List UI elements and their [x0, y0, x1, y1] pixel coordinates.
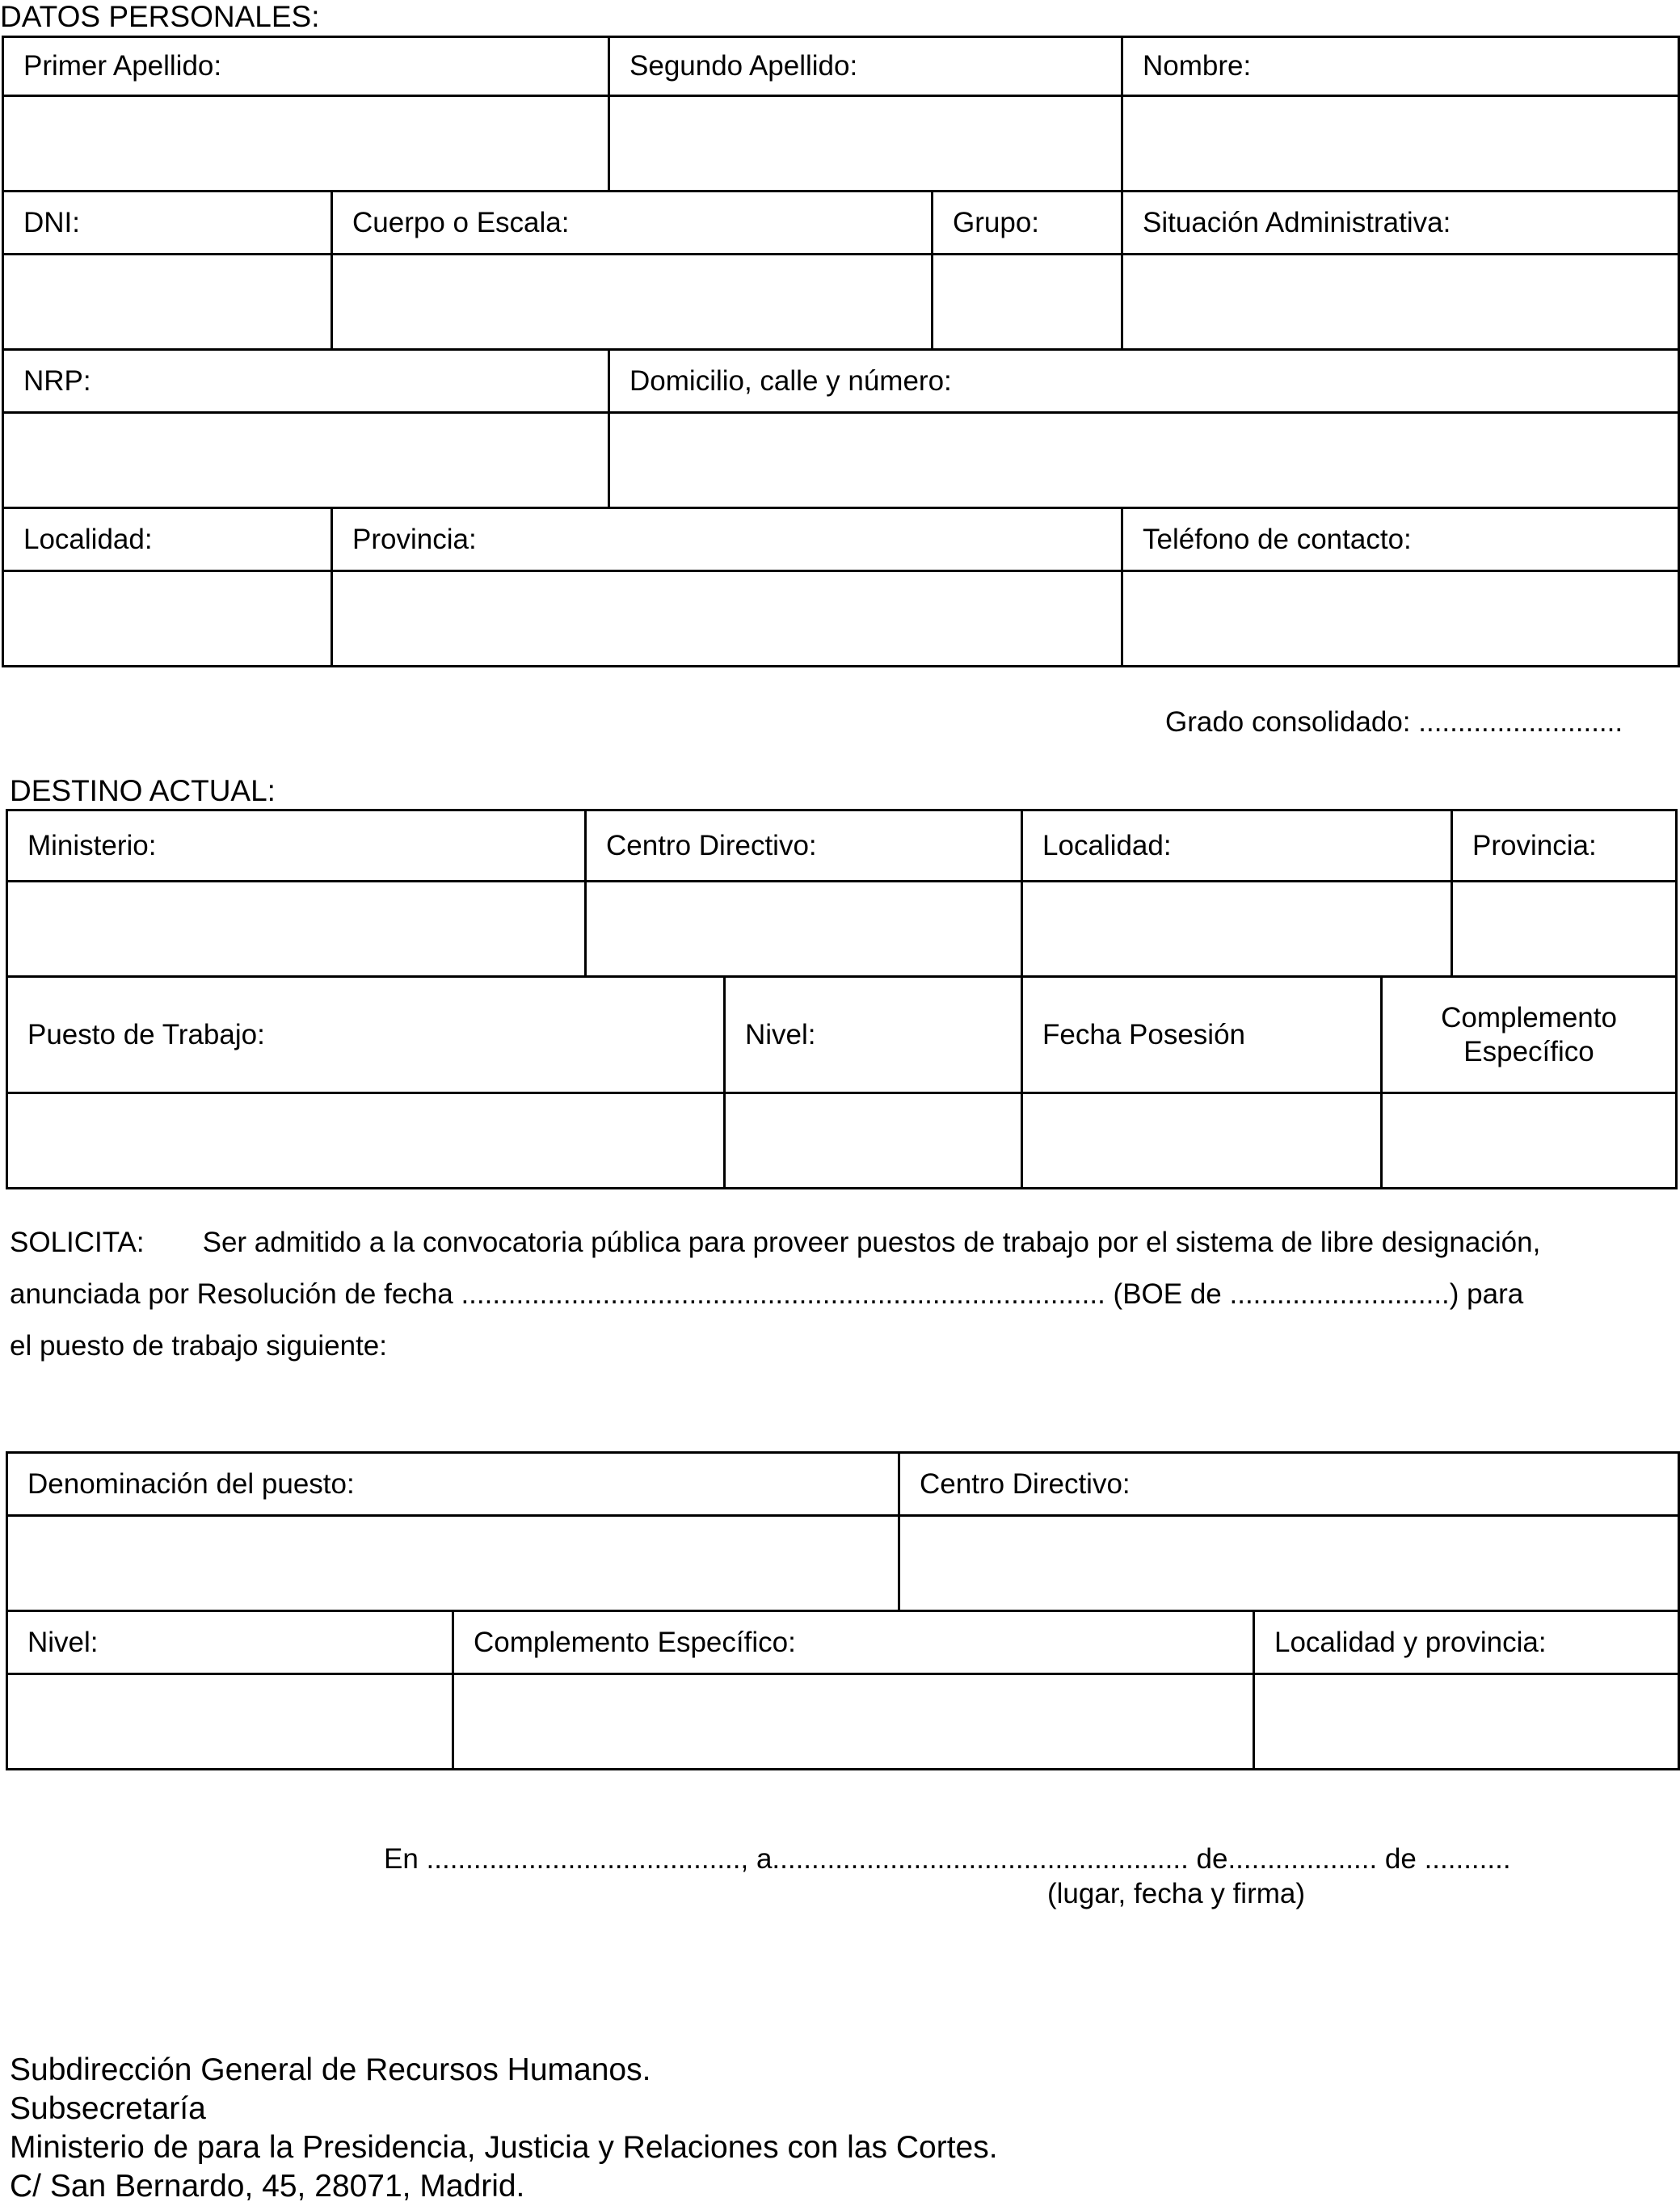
localidad-label: Localidad: — [3, 508, 332, 571]
centro-directivo-field[interactable] — [899, 1516, 1679, 1611]
situacion-administrativa-field[interactable] — [1122, 255, 1679, 350]
address-line-4: C/ San Bernardo, 45, 28071, Madrid. — [10, 2169, 525, 2204]
address-line-3: Ministerio de para la Presidencia, Justicia y Relaciones con las Cortes. — [10, 2130, 998, 2165]
complemento-especifico-field[interactable] — [453, 1674, 1254, 1770]
cuerpo-escala-label: Cuerpo o Escala: — [332, 192, 933, 255]
domicilio-label: Domicilio, calle y número: — [609, 350, 1679, 413]
firma-caption: (lugar, fecha y firma) — [1047, 1878, 1305, 1909]
datos-personales-table — [2, 36, 1680, 667]
address-block — [10, 2051, 998, 2206]
centro-directivo-label: Centro Directivo: — [899, 1453, 1679, 1516]
datos-personales-title: DATOS PERSONALES: — [0, 0, 320, 33]
localidad-provincia-label: Localidad y provincia: — [1254, 1611, 1679, 1674]
nrp-field[interactable] — [3, 413, 609, 508]
complemento-especifico-label: Complemento Específico: — [453, 1611, 1254, 1674]
domicilio-field[interactable] — [609, 413, 1679, 508]
address-line-2: Subsecretaría — [10, 2091, 206, 2126]
grupo-field[interactable] — [933, 255, 1122, 350]
solicita-paragraph — [10, 1217, 1658, 1372]
grado-consolidado: Grado consolidado: .......................... — [1165, 706, 1623, 738]
ministerio-label: Ministerio: — [7, 810, 586, 882]
destino-actual-title: DESTINO ACTUAL: — [10, 774, 276, 807]
provincia-label: Provincia: — [1452, 810, 1677, 882]
centro-directivo-field[interactable] — [586, 882, 1022, 977]
solicita-text-2: anunciada por Resolución de fecha .................................................................................. (BOE de ............................) para — [10, 1278, 1524, 1310]
nombre-label: Nombre: — [1122, 37, 1679, 96]
puesto-solicitado-table — [6, 1451, 1680, 1770]
complemento-especifico-field[interactable] — [1382, 1093, 1677, 1189]
cuerpo-escala-field[interactable] — [332, 255, 933, 350]
localidad-field[interactable] — [3, 571, 332, 667]
telefono-label: Teléfono de contacto: — [1122, 508, 1679, 571]
segundo-apellido-label: Segundo Apellido: — [609, 37, 1122, 96]
denominacion-puesto-label: Denominación del puesto: — [7, 1453, 899, 1516]
localidad-provincia-field[interactable] — [1254, 1674, 1679, 1770]
primer-apellido-label: Primer Apellido: — [3, 37, 609, 96]
complemento-especifico-label: Complemento Específico — [1382, 977, 1677, 1093]
nivel-field[interactable] — [725, 1093, 1022, 1189]
address-line-1: Subdirección General de Recursos Humanos. — [10, 2052, 651, 2087]
solicita-text-1: Ser admitido a la convocatoria pública para proveer puestos de trabajo por el sistema de libre designación, — [202, 1227, 1541, 1258]
firma-line: En ........................................, a..................................................... de................... de ........... — [384, 1843, 1511, 1875]
fecha-posesion-label: Fecha Posesión — [1022, 977, 1382, 1093]
localidad-field[interactable] — [1022, 882, 1452, 977]
dni-field[interactable] — [3, 255, 332, 350]
fecha-posesion-field[interactable] — [1022, 1093, 1382, 1189]
telefono-field[interactable] — [1122, 571, 1679, 667]
centro-directivo-label: Centro Directivo: — [586, 810, 1022, 882]
dni-label: DNI: — [3, 192, 332, 255]
situacion-administrativa-label: Situación Administrativa: — [1122, 192, 1679, 255]
nrp-label: NRP: — [3, 350, 609, 413]
primer-apellido-field[interactable] — [3, 96, 609, 192]
nivel-label: Nivel: — [7, 1611, 453, 1674]
provincia-label: Provincia: — [332, 508, 1122, 571]
localidad-label: Localidad: — [1022, 810, 1452, 882]
provincia-field[interactable] — [332, 571, 1122, 667]
nivel-field[interactable] — [7, 1674, 453, 1770]
solicita-label: SOLICITA: — [10, 1227, 145, 1258]
puesto-trabajo-label: Puesto de Trabajo: — [7, 977, 725, 1093]
destino-actual-table — [6, 809, 1678, 1189]
solicita-text-3: el puesto de trabajo siguiente: — [10, 1330, 387, 1362]
nivel-label: Nivel: — [725, 977, 1022, 1093]
puesto-trabajo-field[interactable] — [7, 1093, 725, 1189]
provincia-field[interactable] — [1452, 882, 1677, 977]
ministerio-field[interactable] — [7, 882, 586, 977]
denominacion-puesto-field[interactable] — [7, 1516, 899, 1611]
grupo-label: Grupo: — [933, 192, 1122, 255]
segundo-apellido-field[interactable] — [609, 96, 1122, 192]
nombre-field[interactable] — [1122, 96, 1679, 192]
